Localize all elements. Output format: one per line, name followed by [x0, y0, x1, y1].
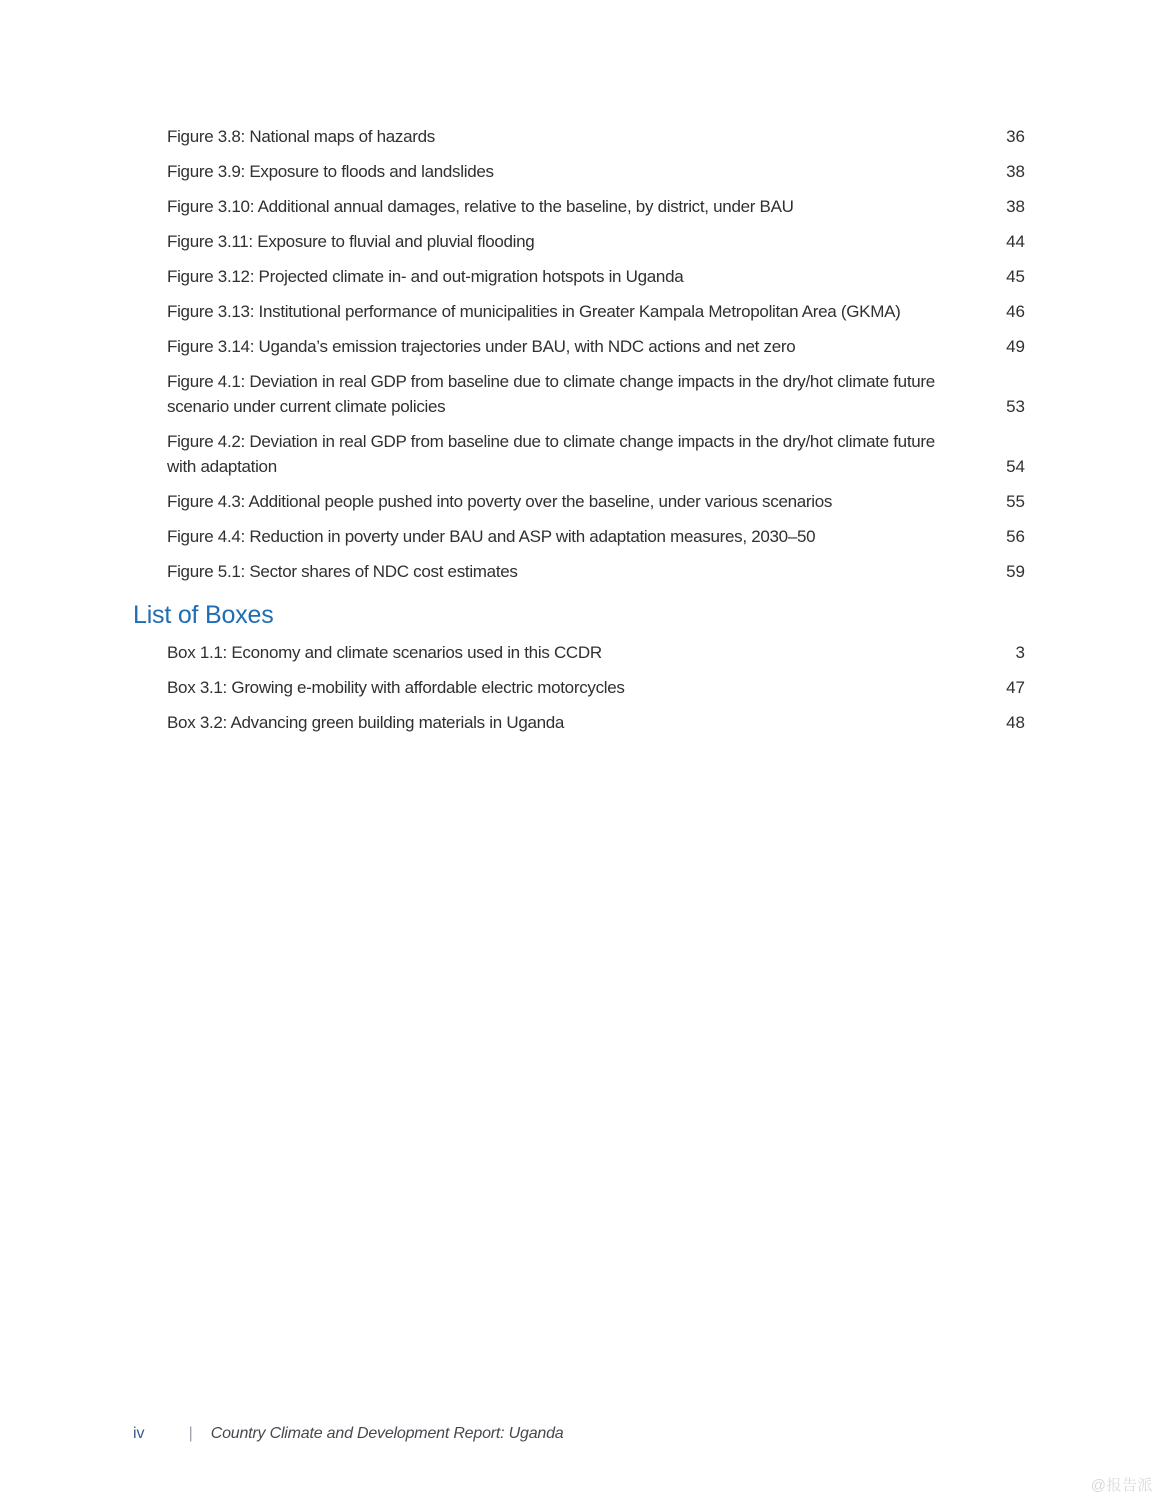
toc-entry-label: Figure 3.11: Exposure to fluvial and pluvial flooding [167, 232, 535, 251]
toc-entry-page: 55 [1006, 492, 1025, 511]
toc-entry-page: 47 [1006, 678, 1025, 697]
toc-entry [167, 489, 1025, 514]
list-of-boxes-section [133, 600, 1025, 735]
toc-entry-page: 36 [1006, 127, 1025, 146]
toc-entry-page: 38 [1006, 162, 1025, 181]
toc-entry-page: 44 [1006, 232, 1025, 251]
toc-entry [167, 710, 1025, 735]
toc-entry [167, 159, 1025, 184]
toc-entry-label: Figure 3.9: Exposure to floods and landslides [167, 162, 494, 181]
toc-entry-label: Figure 4.3: Additional people pushed into poverty over the baseline, under various scenarios [167, 492, 833, 511]
toc-entry [167, 640, 1025, 665]
toc-entry-label: Box 1.1: Economy and climate scenarios used in this CCDR [167, 643, 602, 662]
toc-entry [167, 194, 1025, 219]
toc-entry-label: Figure 5.1: Sector shares of NDC cost estimates [167, 562, 518, 581]
toc-entry [167, 229, 1025, 254]
toc-entry [167, 559, 1025, 584]
toc-entry-page: 49 [1006, 337, 1025, 356]
toc-entry-label: Box 3.2: Advancing green building materials in Uganda [167, 713, 565, 732]
toc-content [133, 124, 1025, 745]
toc-entry [167, 334, 1025, 359]
toc-entry-page: 54 [1006, 457, 1025, 476]
figures-list [133, 124, 1025, 584]
toc-entry-label: Figure 3.10: Additional annual damages, relative to the baseline, by district, under BAU [167, 197, 794, 216]
toc-entry [167, 369, 1025, 419]
list-of-figures-section [133, 124, 1025, 584]
footer-report-title: Country Climate and Development Report: Uganda [210, 1425, 564, 1442]
toc-entry-label: Figure 4.1: Deviation in real GDP from baseline due to climate change impacts in the dry/hot climate future scenario under current climate policies [167, 372, 935, 416]
footer-page-number: iv [133, 1425, 145, 1442]
toc-entry-label: Figure 3.8: National maps of hazards [167, 127, 435, 146]
toc-entry-page: 3 [1015, 643, 1025, 662]
toc-entry [167, 264, 1025, 289]
toc-entry-label: Box 3.1: Growing e-mobility with affordable electric motorcycles [167, 678, 625, 697]
toc-entry-label: Figure 4.4: Reduction in poverty under BAU and ASP with adaptation measures, 2030–50 [167, 527, 816, 546]
toc-entry-label: Figure 3.12: Projected climate in- and out-migration hotspots in Uganda [167, 267, 684, 286]
toc-entry-label: Figure 3.13: Institutional performance of municipalities in Greater Kampala Metropolitan Area (GKMA) [167, 302, 901, 321]
toc-entry [167, 675, 1025, 700]
toc-entry [167, 429, 1025, 479]
toc-entry-label: Figure 4.2: Deviation in real GDP from baseline due to climate change impacts in the dry/hot climate future with adaptation [167, 432, 935, 476]
toc-entry-page: 46 [1006, 302, 1025, 321]
footer-separator: | [188, 1425, 193, 1442]
toc-entry [167, 299, 1025, 324]
toc-entry-label: Figure 3.14: Uganda’s emission trajectories under BAU, with NDC actions and net zero [167, 337, 796, 356]
watermark: @报告派 [1090, 1477, 1153, 1494]
toc-entry-page: 48 [1006, 713, 1025, 732]
toc-entry-page: 56 [1006, 527, 1025, 546]
toc-entry [167, 524, 1025, 549]
toc-entry-page: 59 [1006, 562, 1025, 581]
list-of-boxes-heading: List of Boxes [133, 601, 274, 629]
boxes-list [133, 640, 1025, 735]
page-footer [133, 1425, 564, 1443]
toc-entry [167, 124, 1025, 149]
toc-entry-page: 45 [1006, 267, 1025, 286]
toc-entry-page: 38 [1006, 197, 1025, 216]
toc-entry-page: 53 [1006, 397, 1025, 416]
